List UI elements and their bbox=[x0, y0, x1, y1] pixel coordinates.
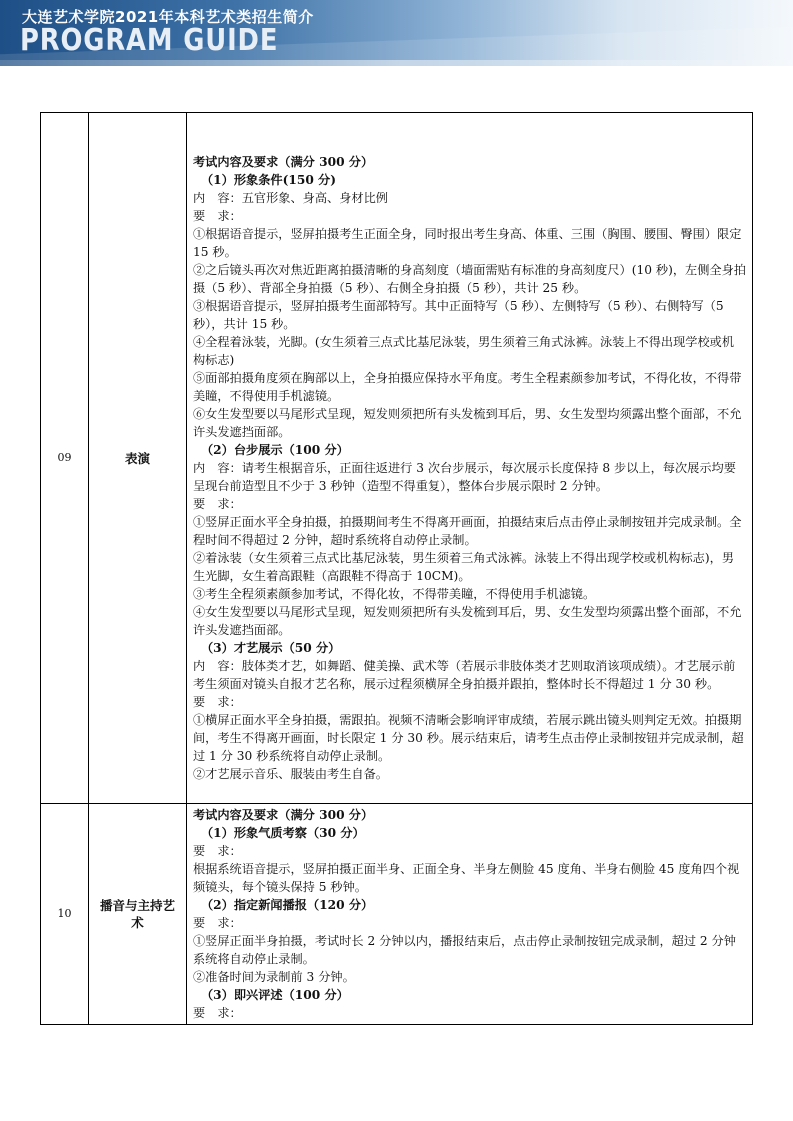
content-line: ①根据语音提示，竖屏拍摄考生正面全身，同时报出考生身高、体重、三围（胸围、腰围、臀围）限定 15 秒。 bbox=[193, 227, 742, 259]
exam-content bbox=[187, 804, 753, 1025]
content-line: 内 容：请考生根据音乐，正面往返进行 3 次台步展示，每次展示长度保持 8 步以上，每次展示均要呈现台前造型且不少于 3 秒钟（造型不得重复），整体台步展示限时 2 分钟。 bbox=[193, 461, 736, 493]
major-number: 10 bbox=[41, 804, 89, 1025]
header-title: 大连艺术学院2021年本科艺术类招生简介 bbox=[22, 8, 314, 26]
content-line: ③考生全程须素颜参加考试，不得化妆，不得带美瞳，不得使用手机滤镜。 bbox=[193, 587, 596, 601]
content-line: ①竖屏正面水平全身拍摄，拍摄期间考生不得离开画面，拍摄结束后点击停止录制按钮并完成录制。全程时间不得超过 2 分钟，超时系统将自动停止录制。 bbox=[193, 515, 742, 547]
content-line: ①竖屏正面半身拍摄，考试时长 2 分钟以内，播报结束后，点击停止录制按钮完成录制，超过 2 分钟系统将自动停止录制。 bbox=[193, 934, 736, 966]
content-line: ②着泳装（女生须着三点式比基尼泳装，男生须着三角式泳裤。泳装上不得出现学校或机构标志)，男生光脚，女生着高跟鞋（高跟鞋不得高于 10CM)。 bbox=[193, 551, 735, 583]
exam-requirements-table bbox=[40, 112, 753, 1025]
content-line: ②才艺展示音乐、服装由考生自备。 bbox=[193, 767, 388, 781]
content-line: ④女生发型要以马尾形式呈现，短发则须把所有头发梳到耳后，男、女生发型均须露出整个面部，不允许头发遮挡面部。 bbox=[193, 605, 742, 637]
subsection-heading: （1）形象条件(150 分) bbox=[201, 173, 337, 187]
exam-content bbox=[187, 113, 753, 804]
header-subtitle: PROGRAM GUIDE bbox=[20, 23, 279, 58]
subsection-heading: （3）才艺展示（50 分） bbox=[201, 641, 341, 655]
content-line: 根据系统语音提示，竖屏拍摄正面半身、正面全身、半身左侧脸 45 度角、半身右侧脸 45 度角四个视频镜头，每个镜头保持 5 秒钟。 bbox=[193, 862, 740, 894]
content-lines bbox=[193, 153, 746, 783]
content-line: 内 容：肢体类才艺，如舞蹈、健美操、武术等（若展示非肢体类才艺则取消该项成绩）。才艺展示前考生须面对镜头自报才艺名称，展示过程须横屏全身拍摄并跟拍，整体时长不得超过 1 分 30 秒。 bbox=[193, 659, 736, 691]
content-line: ②之后镜头再次对焦近距离拍摄清晰的身高刻度（墙面需贴有标准的身高刻度尺）(10 秒)，左侧全身拍摄（5 秒）、背部全身拍摄（5 秒）、右侧全身拍摄（5 秒），共计 25 秒。 bbox=[193, 263, 746, 295]
banner-divider bbox=[0, 60, 793, 66]
content-line: ④全程着泳装，光脚。(女生须着三点式比基尼泳装，男生须着三角式泳裤。泳装上不得出现学校或机构标志) bbox=[193, 335, 735, 367]
major-name: 表演 bbox=[89, 113, 187, 804]
content-line: ⑥女生发型要以马尾形式呈现，短发则须把所有头发梳到耳后，男、女生发型均须露出整个面部，不允许头发遮挡面部。 bbox=[193, 407, 742, 439]
content-line: 要 求： bbox=[193, 497, 242, 511]
section-heading: 考试内容及要求（满分 300 分） bbox=[193, 808, 374, 822]
content-line: 要 求： bbox=[193, 916, 242, 930]
content-line: 要 求： bbox=[193, 209, 242, 223]
content-line: 要 求： bbox=[193, 1006, 242, 1020]
subsection-heading: （1）形象气质考察（30 分） bbox=[201, 826, 365, 840]
table-row bbox=[41, 113, 753, 804]
content-line: ⑤面部拍摄角度须在胸部以上，全身拍摄应保持水平角度。考生全程素颜参加考试，不得化妆，不得带美瞳，不得使用手机滤镜。 bbox=[193, 371, 742, 403]
content-line: ③根据语音提示，竖屏拍摄考生面部特写。其中正面特写（5 秒）、左侧特写（5 秒）、右侧特写（5 秒），共计 15 秒。 bbox=[193, 299, 724, 331]
table-row bbox=[41, 804, 753, 1025]
content-line: ②准备时间为录制前 3 分钟。 bbox=[193, 970, 355, 984]
major-number: 09 bbox=[41, 113, 89, 804]
content-line: 要 求： bbox=[193, 695, 242, 709]
major-name: 播音与主持艺术 bbox=[89, 804, 187, 1025]
content-line: ①横屏正面水平全身拍摄，需跟拍。视频不清晰会影响评审成绩，若展示跳出镜头则判定无效。拍摄期间，考生不得离开画面，时长限定 1 分 30 秒。展示结束后，请考生点击停止录制按钮并完成录制，超过 1 分 30 秒系统将自动停止录制。 bbox=[193, 713, 744, 763]
content-lines bbox=[193, 806, 746, 1022]
subsection-heading: （3）即兴评述（100 分） bbox=[201, 988, 349, 1002]
section-heading: 考试内容及要求（满分 300 分） bbox=[193, 155, 374, 169]
content-line: 要 求： bbox=[193, 844, 242, 858]
page-header-banner bbox=[0, 0, 793, 66]
content-line: 内 容：五官形象、身高、身材比例 bbox=[193, 191, 388, 205]
subsection-heading: （2）指定新闻播报（120 分） bbox=[201, 898, 374, 912]
subsection-heading: （2）台步展示（100 分） bbox=[201, 443, 349, 457]
